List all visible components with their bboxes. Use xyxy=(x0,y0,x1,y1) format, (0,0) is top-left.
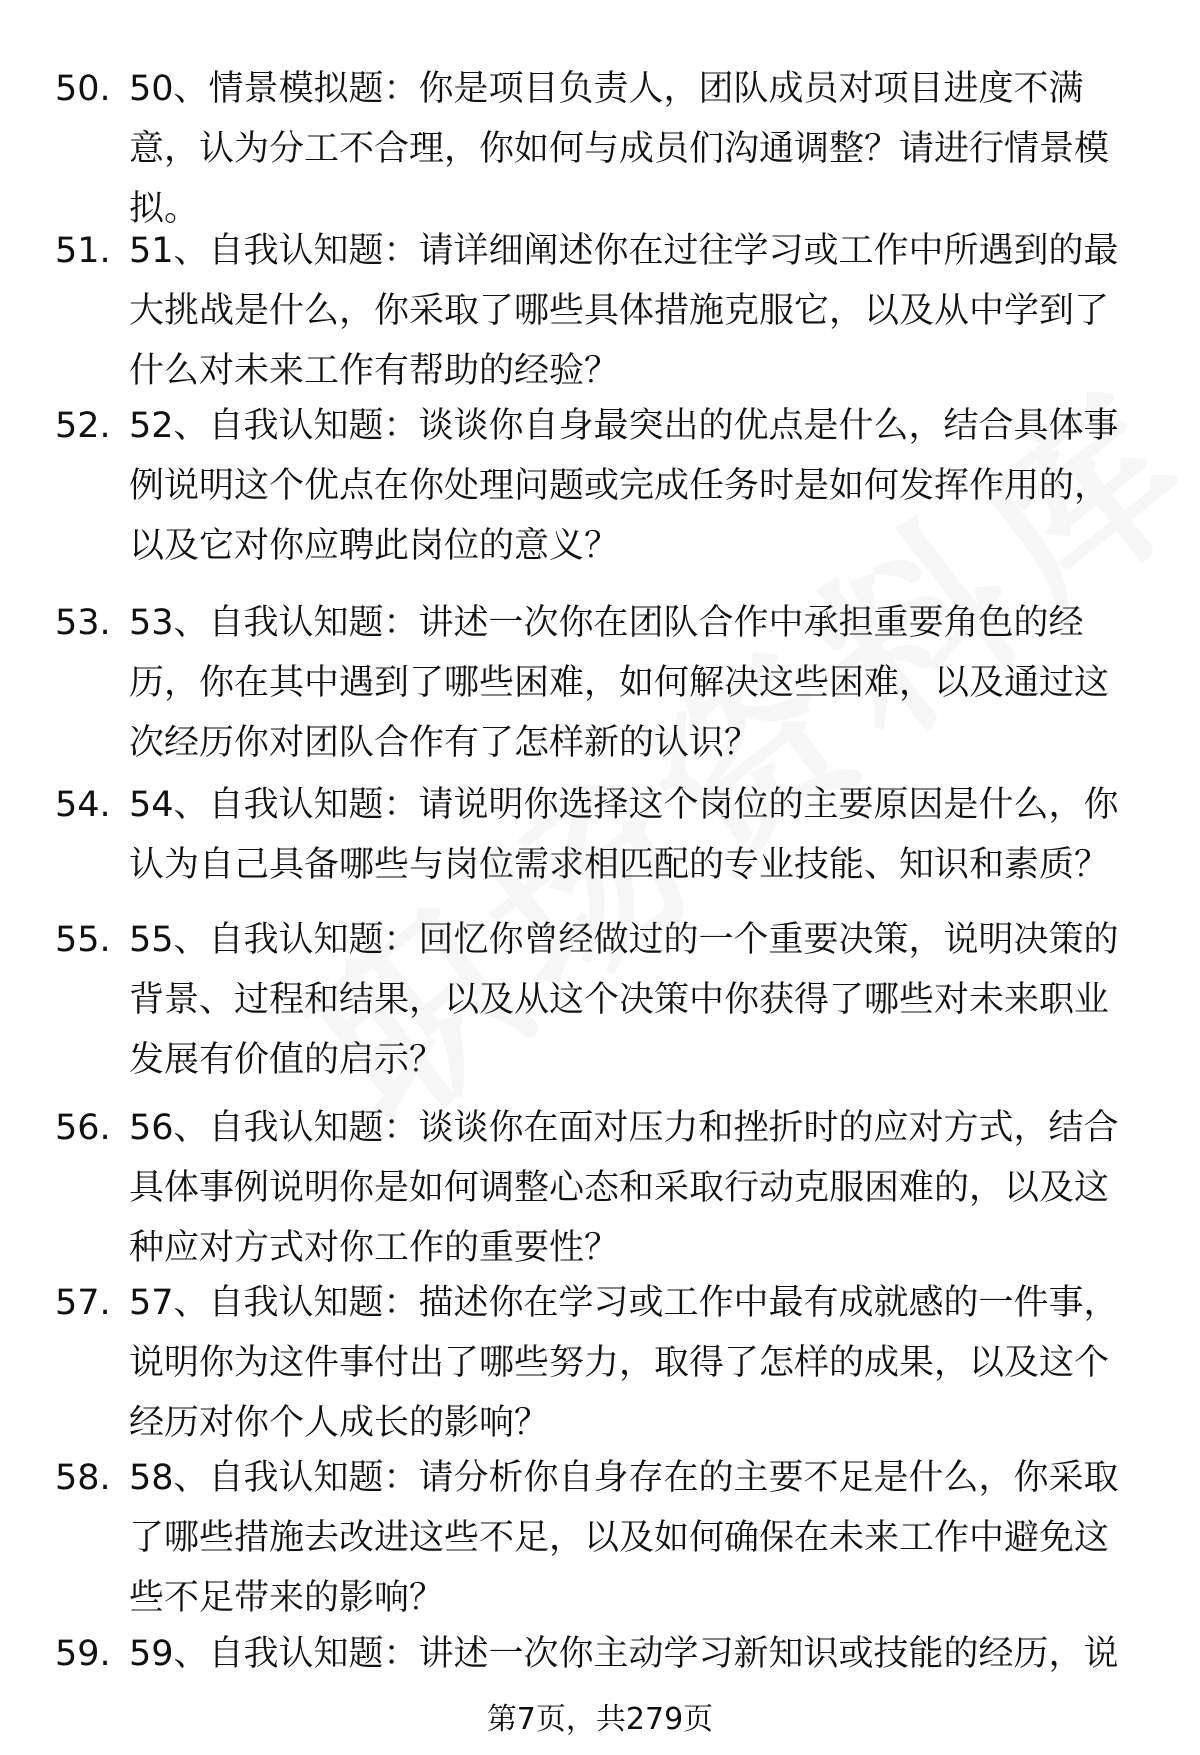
question-number: 51. xyxy=(55,231,111,271)
question-number: 54. xyxy=(55,785,111,825)
question-number: 56. xyxy=(55,1108,111,1148)
question-text: 53、自我认知题：讲述一次你在团队合作中承担重要角色的经 历，你在其中遇到了哪些困难，如何解决这些困难，以及通过这 次经历你对团队合作有了怎样新的认识？ xyxy=(129,603,1110,763)
question-text: 50、情景模拟题：你是项目负责人，团队成员对项目进度不满 意，认为分工不合理，你如何与成员们沟通调整？请进行情景模 拟。 xyxy=(129,69,1110,229)
question-text: 54、自我认知题：请说明你选择这个岗位的主要原因是什么，你 认为自己具备哪些与岗位需求相匹配的专业技能、知识和素质？ xyxy=(129,785,1119,885)
question-text: 51、自我认知题：请详细阐述你在过往学习或工作中所遇到的最 大挑战是什么，你采取了哪些具体措施克服它，以及从中学到了 什么对未来工作有帮助的经验？ xyxy=(129,231,1119,391)
question-number: 53. xyxy=(55,603,111,643)
question-number: 59. xyxy=(55,1634,111,1674)
question-number: 55. xyxy=(55,920,111,960)
question-number: 52. xyxy=(55,406,111,446)
question-text: 52、自我认知题：谈谈你自身最突出的优点是什么，结合具体事 例说明这个优点在你处理问题或完成任务时是如何发挥作用的， 以及它对你应聘此岗位的意义？ xyxy=(129,406,1119,566)
page-footer: 第7页，共279页 xyxy=(486,1702,714,1737)
question-text: 55、自我认知题：回忆你曾经做过的一个重要决策，说明决策的 背景、过程和结果，以及从这个决策中你获得了哪些对未来职业 发展有价值的启示？ xyxy=(129,920,1119,1080)
question-text: 58、自我认知题：请分析你自身存在的主要不足是什么，你采取 了哪些措施去改进这些不足，以及如何确保在未来工作中避免这 些不足带来的影响？ xyxy=(129,1458,1119,1618)
question-number: 58. xyxy=(55,1458,111,1498)
question-text: 56、自我认知题：谈谈你在面对压力和挫折时的应对方式，结合 具体事例说明你是如何调整心态和采取行动克服困难的，以及这 种应对方式对你工作的重要性？ xyxy=(129,1108,1119,1268)
question-text: 59、自我认知题：讲述一次你主动学习新知识或技能的经历，说 xyxy=(129,1634,1119,1674)
question-text: 57、自我认知题：描述你在学习或工作中最有成就感的一件事， 说明你为这件事付出了哪些努力，取得了怎样的成果，以及这个 经历对你个人成长的影响？ xyxy=(129,1283,1119,1443)
question-number: 57. xyxy=(55,1283,111,1323)
question-number: 50. xyxy=(55,69,111,109)
